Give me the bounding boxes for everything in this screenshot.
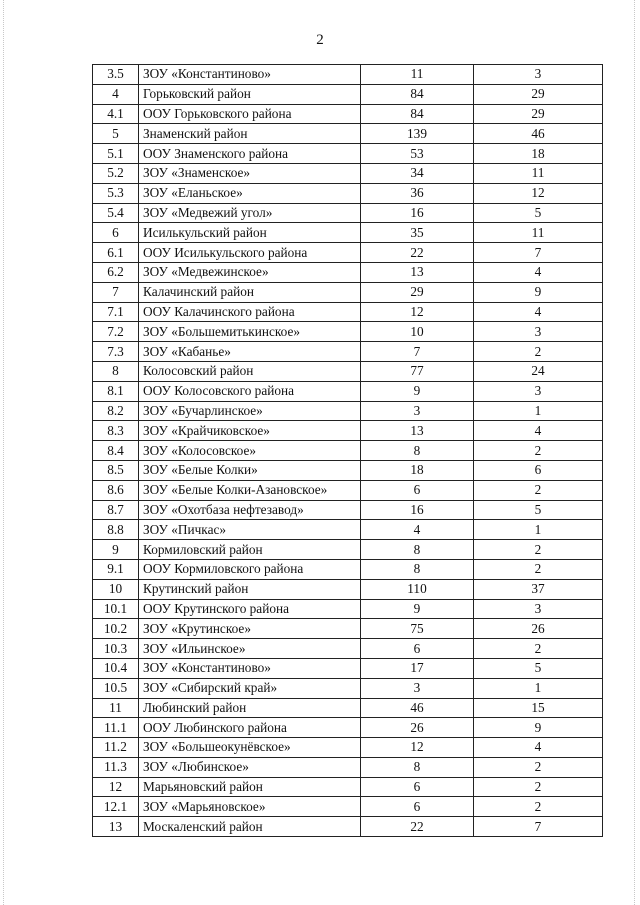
row-number-cell: 3.5 <box>93 65 139 85</box>
value-cell: 7 <box>361 342 474 362</box>
table-row <box>93 460 603 480</box>
value-cell: 17 <box>361 658 474 678</box>
row-number-cell: 9.1 <box>93 559 139 579</box>
value-cell: 75 <box>361 619 474 639</box>
value-cell: 3 <box>361 678 474 698</box>
name-cell: ООУ Калачинского района <box>139 302 361 322</box>
value-cell: 1 <box>474 401 603 421</box>
name-cell: ЗОУ «Белые Колки» <box>139 460 361 480</box>
value-cell: 9 <box>361 599 474 619</box>
row-number-cell: 8.1 <box>93 381 139 401</box>
value-cell: 8 <box>361 559 474 579</box>
value-cell: 2 <box>474 797 603 817</box>
right-page-edge <box>634 0 635 905</box>
table-row <box>93 401 603 421</box>
value-cell: 15 <box>474 698 603 718</box>
name-cell: ЗОУ «Белые Колки-Азановское» <box>139 480 361 500</box>
row-number-cell: 7 <box>93 282 139 302</box>
table-row <box>93 480 603 500</box>
name-cell: Исилькульский район <box>139 223 361 243</box>
table-row <box>93 302 603 322</box>
name-cell: ЗОУ «Медвежинское» <box>139 262 361 282</box>
name-cell: ЗОУ «Охотбаза нефтезавод» <box>139 500 361 520</box>
name-cell: ООУ Колосовского района <box>139 381 361 401</box>
name-cell: ЗОУ «Бучарлинское» <box>139 401 361 421</box>
table-row <box>93 540 603 560</box>
value-cell: 8 <box>361 757 474 777</box>
table-row <box>93 322 603 342</box>
value-cell: 2 <box>474 342 603 362</box>
value-cell: 2 <box>474 540 603 560</box>
row-number-cell: 11.2 <box>93 738 139 758</box>
table-row <box>93 757 603 777</box>
value-cell: 77 <box>361 361 474 381</box>
name-cell: ЗОУ «Марьяновское» <box>139 797 361 817</box>
value-cell: 7 <box>474 817 603 837</box>
name-cell: ООУ Горьковского района <box>139 104 361 124</box>
table-row <box>93 599 603 619</box>
name-cell: ООУ Любинского района <box>139 718 361 738</box>
value-cell: 13 <box>361 421 474 441</box>
name-cell: Марьяновский район <box>139 777 361 797</box>
table-row <box>93 797 603 817</box>
name-cell: ООУ Кормиловского района <box>139 559 361 579</box>
name-cell: ЗОУ «Константиново» <box>139 65 361 85</box>
name-cell: ЗОУ «Знаменское» <box>139 163 361 183</box>
table-row <box>93 658 603 678</box>
value-cell: 53 <box>361 144 474 164</box>
value-cell: 24 <box>474 361 603 381</box>
value-cell: 29 <box>361 282 474 302</box>
row-number-cell: 12.1 <box>93 797 139 817</box>
name-cell: ЗОУ «Большемитькинское» <box>139 322 361 342</box>
value-cell: 2 <box>474 777 603 797</box>
value-cell: 4 <box>474 738 603 758</box>
name-cell: ЗОУ «Пичкас» <box>139 520 361 540</box>
value-cell: 8 <box>361 540 474 560</box>
table-row <box>93 144 603 164</box>
name-cell: ООУ Крутинского района <box>139 599 361 619</box>
value-cell: 4 <box>474 302 603 322</box>
value-cell: 6 <box>361 480 474 500</box>
row-number-cell: 10 <box>93 579 139 599</box>
value-cell: 34 <box>361 163 474 183</box>
row-number-cell: 6 <box>93 223 139 243</box>
row-number-cell: 12 <box>93 777 139 797</box>
name-cell: Москаленский район <box>139 817 361 837</box>
value-cell: 29 <box>474 104 603 124</box>
value-cell: 26 <box>474 619 603 639</box>
value-cell: 22 <box>361 817 474 837</box>
table-row <box>93 639 603 659</box>
value-cell: 16 <box>361 203 474 223</box>
name-cell: ООУ Исилькульского района <box>139 243 361 263</box>
row-number-cell: 8.3 <box>93 421 139 441</box>
value-cell: 5 <box>474 203 603 223</box>
table-row <box>93 342 603 362</box>
name-cell: ЗОУ «Большеокунёвское» <box>139 738 361 758</box>
name-cell: ЗОУ «Еланьское» <box>139 183 361 203</box>
row-number-cell: 11.1 <box>93 718 139 738</box>
name-cell: ЗОУ «Сибирский край» <box>139 678 361 698</box>
value-cell: 4 <box>474 262 603 282</box>
name-cell: ЗОУ «Ильинское» <box>139 639 361 659</box>
name-cell: Колосовский район <box>139 361 361 381</box>
value-cell: 2 <box>474 559 603 579</box>
name-cell: Знаменский район <box>139 124 361 144</box>
value-cell: 36 <box>361 183 474 203</box>
value-cell: 5 <box>474 658 603 678</box>
value-cell: 5 <box>474 500 603 520</box>
table-row <box>93 84 603 104</box>
row-number-cell: 10.4 <box>93 658 139 678</box>
table-row <box>93 65 603 85</box>
name-cell: ЗОУ «Любинское» <box>139 757 361 777</box>
value-cell: 16 <box>361 500 474 520</box>
value-cell: 18 <box>361 460 474 480</box>
value-cell: 13 <box>361 262 474 282</box>
table-row <box>93 243 603 263</box>
row-number-cell: 13 <box>93 817 139 837</box>
row-number-cell: 11 <box>93 698 139 718</box>
row-number-cell: 9 <box>93 540 139 560</box>
row-number-cell: 5 <box>93 124 139 144</box>
value-cell: 12 <box>361 302 474 322</box>
row-number-cell: 8 <box>93 361 139 381</box>
row-number-cell: 10.3 <box>93 639 139 659</box>
name-cell: Калачинский район <box>139 282 361 302</box>
value-cell: 6 <box>361 797 474 817</box>
value-cell: 6 <box>361 777 474 797</box>
value-cell: 11 <box>474 163 603 183</box>
row-number-cell: 7.1 <box>93 302 139 322</box>
value-cell: 3 <box>474 65 603 85</box>
table-row <box>93 381 603 401</box>
table-row <box>93 282 603 302</box>
value-cell: 3 <box>474 599 603 619</box>
name-cell: ООУ Знаменского района <box>139 144 361 164</box>
value-cell: 12 <box>361 738 474 758</box>
value-cell: 26 <box>361 718 474 738</box>
value-cell: 2 <box>474 757 603 777</box>
table-row <box>93 163 603 183</box>
table-body <box>93 65 603 837</box>
table-row <box>93 441 603 461</box>
row-number-cell: 8.5 <box>93 460 139 480</box>
row-number-cell: 8.6 <box>93 480 139 500</box>
value-cell: 110 <box>361 579 474 599</box>
value-cell: 37 <box>474 579 603 599</box>
table-row <box>93 223 603 243</box>
value-cell: 35 <box>361 223 474 243</box>
page-number: 2 <box>316 32 324 48</box>
value-cell: 2 <box>474 480 603 500</box>
name-cell: ЗОУ «Колосовское» <box>139 441 361 461</box>
table-row <box>93 698 603 718</box>
value-cell: 11 <box>474 223 603 243</box>
value-cell: 46 <box>361 698 474 718</box>
table-row <box>93 500 603 520</box>
name-cell: ЗОУ «Крутинское» <box>139 619 361 639</box>
row-number-cell: 5.4 <box>93 203 139 223</box>
row-number-cell: 10.1 <box>93 599 139 619</box>
row-number-cell: 8.4 <box>93 441 139 461</box>
table-row <box>93 738 603 758</box>
value-cell: 7 <box>474 243 603 263</box>
table-row <box>93 104 603 124</box>
value-cell: 3 <box>474 322 603 342</box>
value-cell: 1 <box>474 520 603 540</box>
row-number-cell: 8.7 <box>93 500 139 520</box>
value-cell: 8 <box>361 441 474 461</box>
row-number-cell: 5.1 <box>93 144 139 164</box>
name-cell: Любинский район <box>139 698 361 718</box>
table-row <box>93 559 603 579</box>
row-number-cell: 4.1 <box>93 104 139 124</box>
table-row <box>93 777 603 797</box>
table-row <box>93 361 603 381</box>
left-page-edge <box>3 0 4 905</box>
row-number-cell: 8.2 <box>93 401 139 421</box>
table-row <box>93 520 603 540</box>
value-cell: 12 <box>474 183 603 203</box>
name-cell: ЗОУ «Константиново» <box>139 658 361 678</box>
row-number-cell: 11.3 <box>93 757 139 777</box>
table-row <box>93 183 603 203</box>
row-number-cell: 8.8 <box>93 520 139 540</box>
value-cell: 1 <box>474 678 603 698</box>
row-number-cell: 7.3 <box>93 342 139 362</box>
name-cell: ЗОУ «Медвежий угол» <box>139 203 361 223</box>
value-cell: 139 <box>361 124 474 144</box>
value-cell: 11 <box>361 65 474 85</box>
table-row <box>93 817 603 837</box>
data-table <box>92 64 603 837</box>
value-cell: 2 <box>474 639 603 659</box>
value-cell: 9 <box>361 381 474 401</box>
row-number-cell: 10.2 <box>93 619 139 639</box>
table-row <box>93 579 603 599</box>
value-cell: 29 <box>474 84 603 104</box>
table-row <box>93 718 603 738</box>
value-cell: 3 <box>474 381 603 401</box>
table-row <box>93 203 603 223</box>
name-cell: Горьковский район <box>139 84 361 104</box>
row-number-cell: 4 <box>93 84 139 104</box>
name-cell: ЗОУ «Крайчиковское» <box>139 421 361 441</box>
value-cell: 2 <box>474 441 603 461</box>
value-cell: 9 <box>474 718 603 738</box>
row-number-cell: 6.2 <box>93 262 139 282</box>
name-cell: Кормиловский район <box>139 540 361 560</box>
table-row <box>93 262 603 282</box>
value-cell: 18 <box>474 144 603 164</box>
value-cell: 4 <box>361 520 474 540</box>
table-row <box>93 421 603 441</box>
value-cell: 46 <box>474 124 603 144</box>
table-row <box>93 619 603 639</box>
table-row <box>93 678 603 698</box>
value-cell: 6 <box>361 639 474 659</box>
table-row <box>93 124 603 144</box>
row-number-cell: 6.1 <box>93 243 139 263</box>
row-number-cell: 5.3 <box>93 183 139 203</box>
name-cell: ЗОУ «Кабанье» <box>139 342 361 362</box>
value-cell: 84 <box>361 84 474 104</box>
name-cell: Крутинский район <box>139 579 361 599</box>
value-cell: 4 <box>474 421 603 441</box>
row-number-cell: 7.2 <box>93 322 139 342</box>
row-number-cell: 5.2 <box>93 163 139 183</box>
row-number-cell: 10.5 <box>93 678 139 698</box>
value-cell: 22 <box>361 243 474 263</box>
value-cell: 84 <box>361 104 474 124</box>
value-cell: 3 <box>361 401 474 421</box>
value-cell: 9 <box>474 282 603 302</box>
value-cell: 10 <box>361 322 474 342</box>
value-cell: 6 <box>474 460 603 480</box>
